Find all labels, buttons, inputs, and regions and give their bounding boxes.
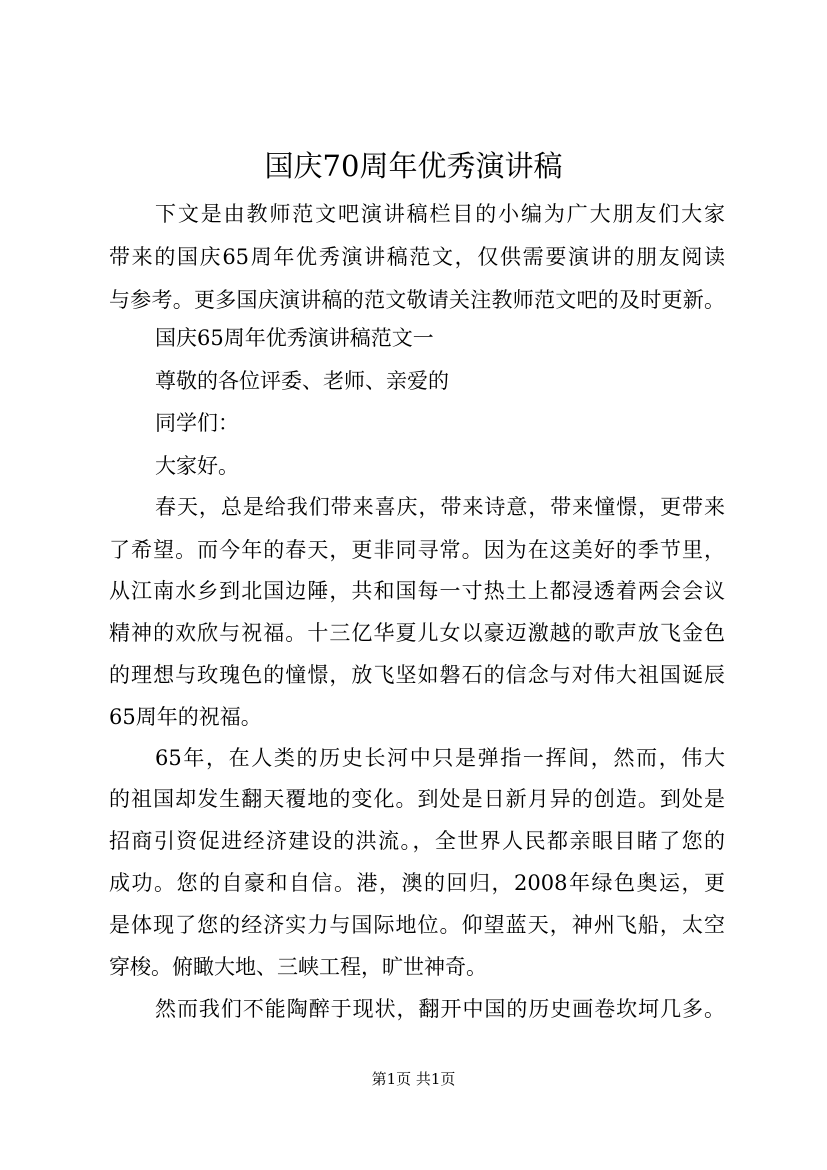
text-line: 是体现了您的经济实力与国际地位。仰望蓝天，神州飞船，太空 bbox=[109, 913, 725, 937]
text-line: 的祖国却发生翻天覆地的变化。到处是日新月异的创造。到处是 bbox=[109, 787, 725, 811]
text-line: 穿梭。俯瞰大地、三峡工程，旷世神奇。 bbox=[109, 955, 487, 979]
text-line: 从江南水乡到北国边陲，共和国每一寸热土上都浸透着两会会议 bbox=[109, 579, 725, 603]
text-line: 成功。您的自豪和自信。港，澳的回归，2008年绿色奥运，更 bbox=[109, 871, 725, 895]
text-line: 带来的国庆65周年优秀演讲稿范文，仅供需要演讲的朋友阅读 bbox=[109, 245, 725, 269]
text-line: 下文是由教师范文吧演讲稿栏目的小编为广大朋友们大家 bbox=[155, 202, 725, 226]
document-title: 国庆70周年优秀演讲稿 bbox=[264, 149, 563, 183]
text-line: 65年，在人类的历史长河中只是弹指一挥间，然而，伟大 bbox=[155, 746, 725, 770]
text-line: 65周年的祝福。 bbox=[109, 705, 262, 729]
text-line: 招商引资促进经济建设的洪流。，全世界人民都亲眼目睹了您的 bbox=[109, 829, 725, 853]
page-number-footer: 第1页 共1页 bbox=[371, 1070, 456, 1088]
text-line: 然而我们不能陶醉于现状，翻开中国的历史画卷坎坷几多。 bbox=[155, 997, 725, 1021]
section-heading: 国庆65周年优秀演讲稿范文一 bbox=[155, 326, 434, 350]
text-line: 了希望。而今年的春天，更非同寻常。因为在这美好的季节里， bbox=[109, 538, 725, 562]
text-line: 与参考。更多国庆演讲稿的范文敬请关注教师范文吧的及时更新。 bbox=[109, 288, 725, 312]
text-line: 精神的欢欣与祝福。十三亿华夏儿女以豪迈激越的歌声放飞金色 bbox=[109, 621, 725, 645]
greeting-line: 大家好。 bbox=[155, 454, 239, 478]
text-line: 春天，总是给我们带来喜庆，带来诗意，带来憧憬，更带来 bbox=[155, 495, 725, 519]
salutation-line: 尊敬的各位评委、老师、亲爱的 bbox=[155, 369, 449, 393]
salutation-line: 同学们： bbox=[155, 411, 239, 435]
text-line: 的理想与玫瑰色的憧憬，放飞坚如磐石的信念与对伟大祖国诞辰 bbox=[109, 663, 725, 687]
